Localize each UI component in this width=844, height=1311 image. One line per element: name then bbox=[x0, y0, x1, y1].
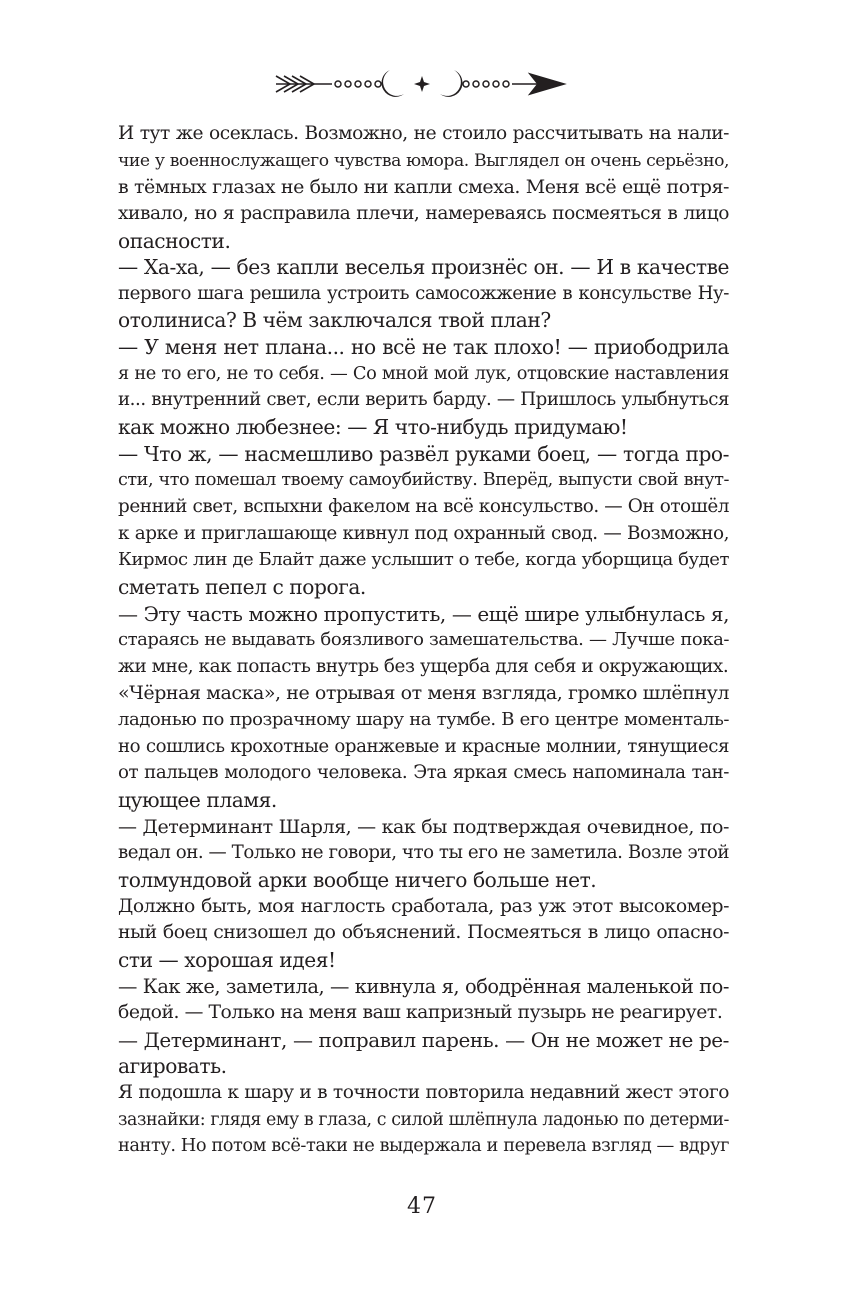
text-line: ладонью по прозрачному шару на тумбе. В его центре моменталь- bbox=[118, 709, 729, 731]
text-line: — Ха-ха, — без капли веселья произнёс он. — И в качестве bbox=[118, 255, 729, 280]
text-line: — Детерминант Шарля, — как бы подтверждая очевидное, по- bbox=[118, 815, 729, 838]
text-line: к арке и приглашающе кивнул под охранный свод. — Возможно, bbox=[118, 522, 729, 544]
text-line: — Как же, заметила, — кивнула я, ободрённая маленькой по- bbox=[118, 974, 729, 998]
text-line: сметать пепел с порога. bbox=[118, 574, 366, 599]
text-line: я не то его, не то себя. — Со мной мой лук, отцовские наставления bbox=[118, 362, 729, 384]
text-line: — Эту часть можно пропустить, — ещё шире улыбнулась я, bbox=[118, 601, 729, 626]
text-line: цующее пламя. bbox=[118, 788, 277, 813]
text-line: ведал он. — Только не говори, что ты его не заметила. Возле этой bbox=[118, 842, 729, 864]
text-line: первого шага решила устроить самосожжение в консульстве Ну- bbox=[118, 282, 729, 304]
text-line: в тёмных глазах не было ни капли смеха. Меня всё ещё потря- bbox=[118, 176, 729, 199]
text-line: отолиниса? В чём заключался твой план? bbox=[118, 308, 551, 333]
text-line: чие у военнослужащего чувства юмора. Выглядел он очень серьёзно, bbox=[118, 150, 729, 171]
text-line: опасности. bbox=[118, 228, 231, 253]
text-line: как можно любезнее: — Я что-нибудь придумаю! bbox=[118, 415, 628, 440]
text-line: ный боец снизошел до объяснений. Посмеяться в лицо опасно- bbox=[118, 922, 729, 944]
text-line: жи мне, как попасть внутрь без ущерба для себя и окружающих. bbox=[118, 655, 729, 677]
text-line: толмундовой арки вообще ничего больше нет. bbox=[118, 867, 597, 892]
text-line: и... внутренний свет, если верить барду. — Пришлось улыбнуться bbox=[118, 389, 729, 411]
text-line: бедой. — Только на меня ваш капризный пузырь не реагирует. bbox=[118, 1002, 723, 1024]
body-text bbox=[118, 121, 729, 1160]
text-line: Я подошла к шару и в точности повторила недавний жест этого bbox=[118, 1082, 729, 1104]
text-line: Должно быть, моя наглость сработала, раз уж этот высокомер- bbox=[118, 895, 729, 917]
text-line: зазнайки: глядя ему в глаза, с силой шлёпнула ладонью по детерми- bbox=[118, 1109, 729, 1130]
text-line: сти — хорошая идея! bbox=[118, 947, 336, 972]
text-line: нанту. Но потом всё-таки не выдержала и перевела взгляд — вдруг bbox=[118, 1135, 729, 1157]
page-number: 47 bbox=[407, 1194, 437, 1219]
text-line: но сошлись крохотные оранжевые и красные молнии, тянущиеся bbox=[118, 735, 729, 757]
arrow-moon-ornament-icon bbox=[272, 64, 572, 104]
text-line: ренний свет, вспыхни факелом на всё консульство. — Он отошёл bbox=[118, 495, 729, 517]
text-line: — Что ж, — насмешливо развёл руками боец, — тогда про- bbox=[118, 441, 729, 466]
text-line: — У меня нет плана... но всё не так плохо! — приободрила bbox=[118, 335, 729, 360]
text-line: стараясь не выдавать боязливого замешательства. — Лучше пока- bbox=[118, 629, 729, 651]
text-line: хивало, но я расправила плечи, намереваясь посмеяться в лицо bbox=[118, 202, 729, 224]
text-line: Кирмос лин де Блайт даже услышит о тебе, когда уборщица будет bbox=[118, 549, 729, 571]
text-line: агировать. bbox=[118, 1054, 227, 1079]
text-line: И тут же осеклась. Возможно, не стоило рассчитывать на нали- bbox=[118, 123, 729, 144]
text-line: — Детерминант, — поправил парень. — Он не может не ре- bbox=[118, 1027, 729, 1052]
text-line: от пальцев молодого человека. Эта яркая смесь напоминала тан- bbox=[118, 762, 729, 784]
text-line: сти, что помешал твоему самоубийству. Вперёд, выпусти свой внут- bbox=[118, 470, 729, 491]
text-line: «Чёрная маска», не отрывая от меня взгляда, громко шлёпнул bbox=[118, 682, 729, 705]
